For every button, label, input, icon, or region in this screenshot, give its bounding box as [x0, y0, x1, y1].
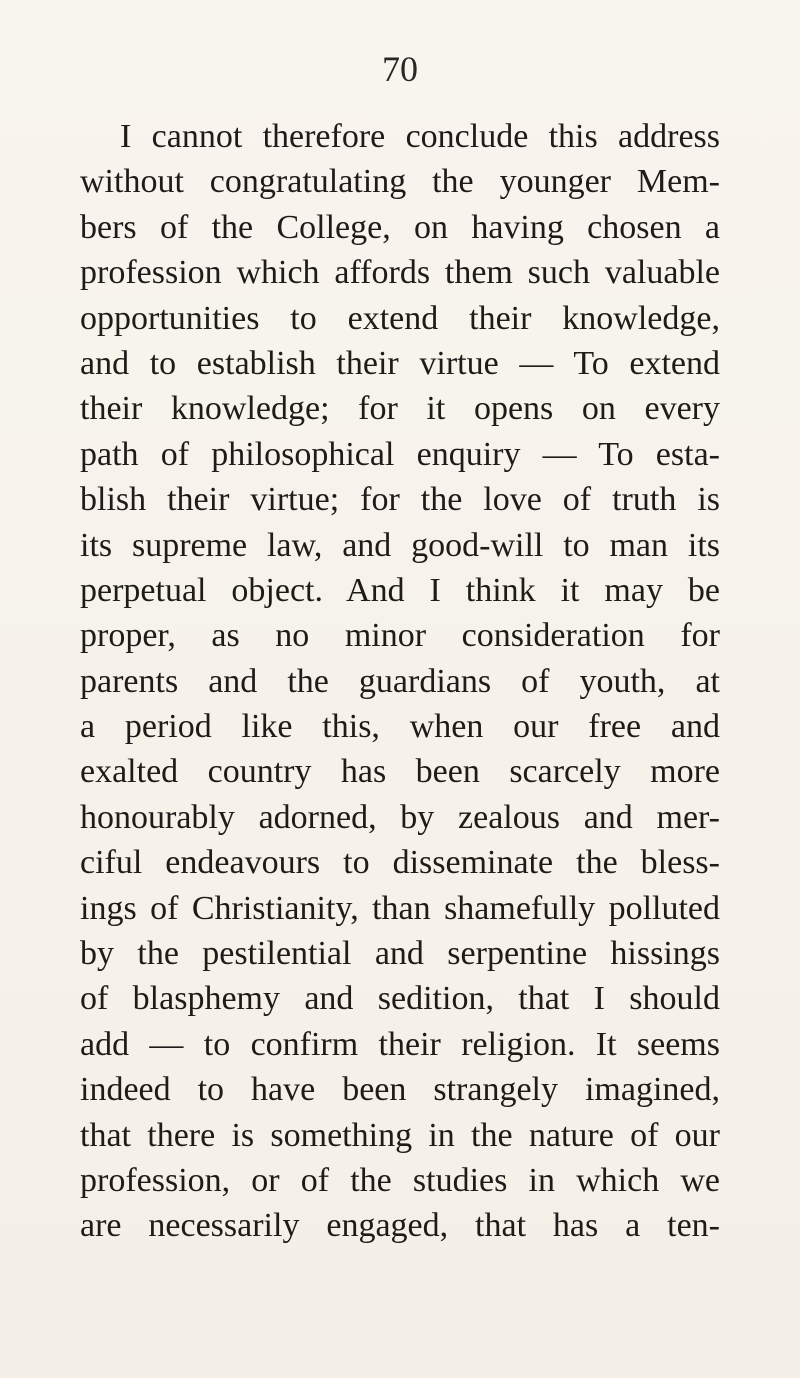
text-line: profession which affords them such valuable — [80, 254, 720, 292]
text-line: parents and the guardians of youth, at — [80, 662, 720, 700]
text-line: ciful endeavours to disseminate the bless- — [80, 844, 720, 882]
page-number: 70 — [382, 49, 418, 89]
text-line: proper, as no minor consideration for — [80, 617, 720, 655]
text-line: indeed to have been strangely imagined, — [80, 1071, 720, 1109]
text-line: honourably adorned, by zealous and mer- — [80, 798, 720, 836]
text-line: of blasphemy and sedition, that I should — [80, 980, 720, 1018]
text-line: bers of the College, on having chosen a — [80, 208, 720, 246]
text-line: opportunities to extend their knowledge, — [80, 299, 720, 337]
text-line: profession, or of the studies in which we — [80, 1161, 720, 1199]
text-line: I cannot therefore conclude this address — [120, 118, 720, 155]
text-line: its supreme law, and good-will to man its — [80, 526, 720, 564]
text-line: exalted country has been scarcely more — [80, 753, 720, 791]
text-line: perpetual object. And I think it may be — [80, 571, 720, 609]
text-line: a period like this, when our free and — [80, 708, 720, 746]
text-line: ings of Christianity, than shamefully polluted — [80, 889, 720, 927]
body-text — [80, 114, 720, 1249]
text-line: path of philosophical enquiry — To esta- — [80, 435, 720, 473]
text-line: their knowledge; for it opens on every — [80, 390, 720, 428]
text-line: add — to confirm their religion. It seems — [80, 1025, 720, 1063]
text-line: blish their virtue; for the love of truth is — [80, 481, 720, 519]
text-line: that there is something in the nature of our — [80, 1116, 720, 1154]
text-line: without congratulating the younger Mem- — [80, 163, 720, 201]
text-line: and to establish their virtue — To extend — [80, 344, 720, 382]
text-line: are necessarily engaged, that has a ten- — [80, 1207, 720, 1245]
text-line: by the pestilential and serpentine hissings — [80, 935, 720, 973]
